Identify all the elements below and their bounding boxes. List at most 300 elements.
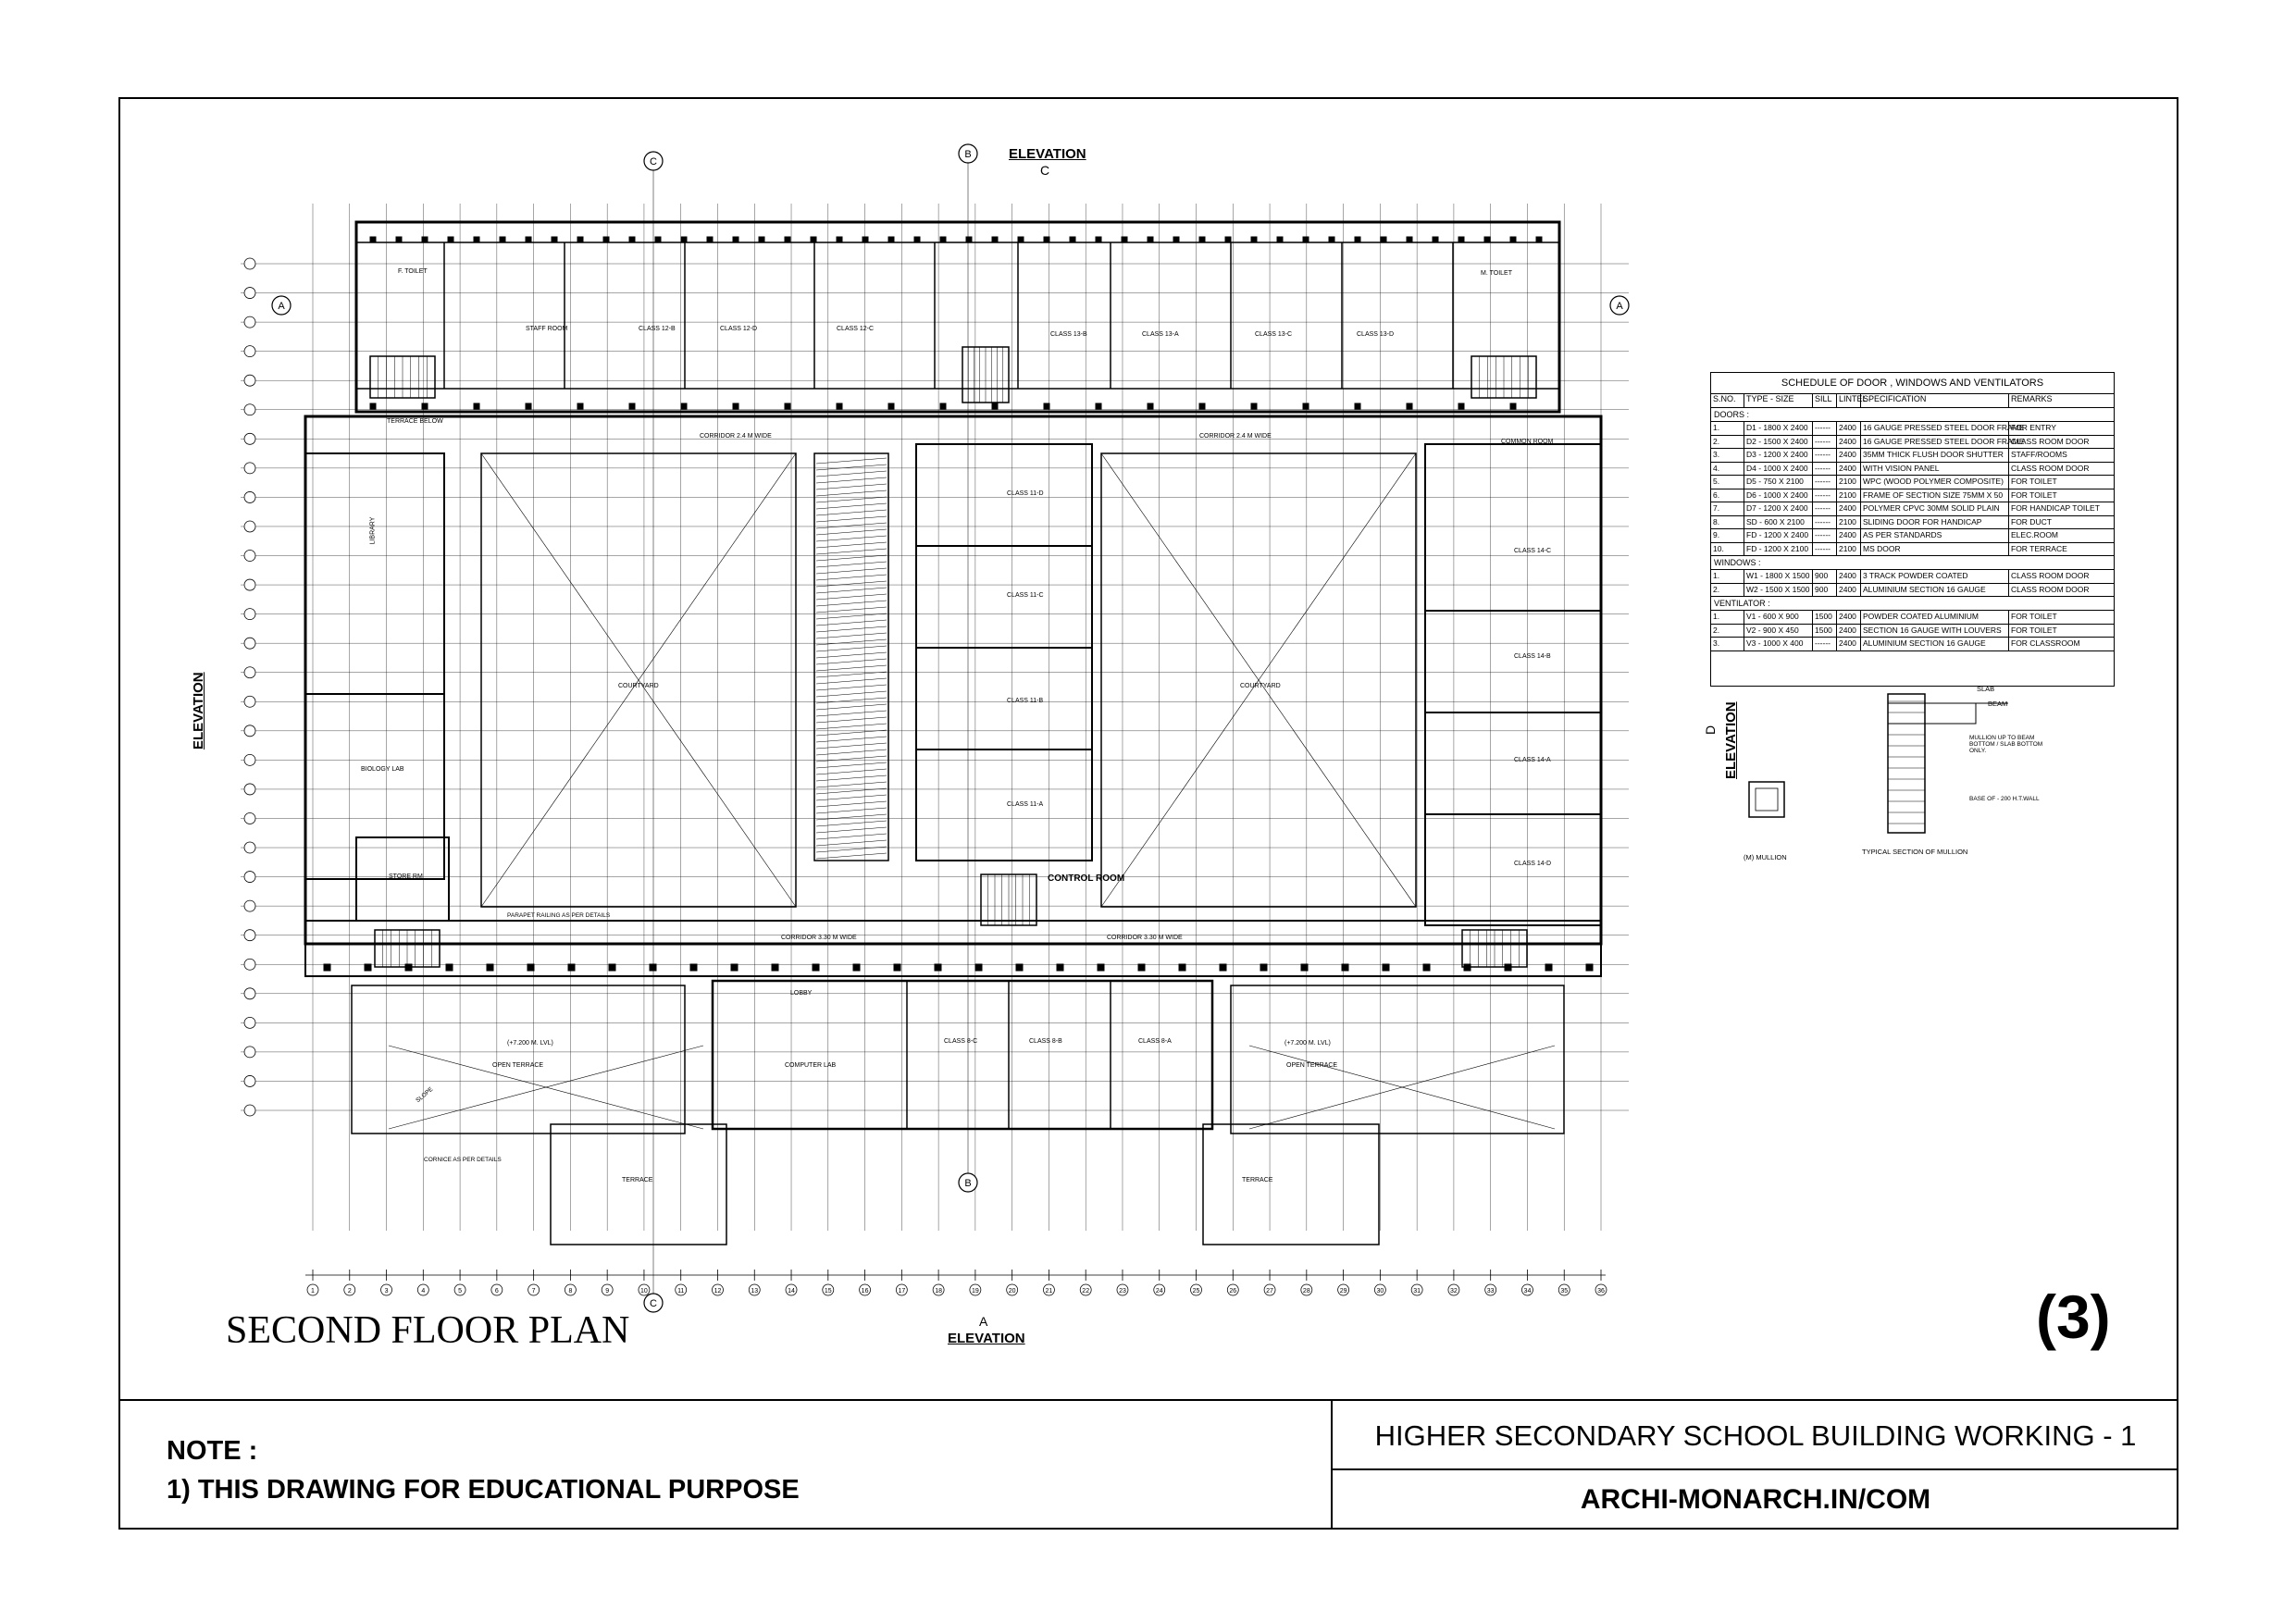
grid-bubble-left [244,696,255,707]
schedule-row [1711,476,2114,489]
column [1260,964,1267,971]
note-slope: SLOPE [415,1085,435,1105]
schedule-cell: 900 [1813,584,1837,597]
room-class-12b: CLASS 12-B [639,326,676,332]
mullion-plan [1749,782,1784,817]
column [448,237,453,242]
grid-bubble-number: 34 [1523,1288,1532,1295]
schedule-cell: W2 - 1500 X 1500 [1744,584,1813,597]
room-biology-lab: BIOLOGY LAB [361,766,404,773]
elevation-label-top: ELEVATION [1009,146,1086,162]
grid-bubble-left [244,375,255,386]
hatch-line [816,782,887,787]
hatch-line [816,795,887,800]
note-parapet: PARAPET RAILING AS PER DETAILS [507,912,611,919]
schedule-cell: FOR CLASSROOM [2011,638,2080,648]
grid-bubble-number: 20 [1008,1288,1016,1295]
column [1122,237,1127,242]
column [396,237,402,242]
room-lobby: LOBBY [790,990,813,997]
schedule-cell: V1 - 600 X 900 [1744,611,1813,624]
room-class-14b: CLASS 14-B [1514,653,1551,660]
hatch-line [816,762,887,768]
sheet-number: (3) [2036,1282,2111,1351]
column [975,964,982,971]
schedule-cell: AS PER STANDARDS [1861,529,2009,542]
column [422,403,428,409]
column [853,964,860,971]
grid-bubble-number: 15 [824,1288,832,1295]
hatch-line [816,743,887,749]
grid-bubble-number: 19 [971,1288,979,1295]
column [650,964,656,971]
room-class-8a: CLASS 8-A [1138,1038,1172,1045]
grid-bubble-left [244,346,255,357]
grid-bubble-number: 8 [568,1288,573,1295]
schedule-cell: 5. [1711,476,1744,489]
column [1536,237,1542,242]
column [992,403,998,409]
grid-bubble-number: 26 [1229,1288,1237,1295]
column [690,964,697,971]
section-marker-letter: A [278,301,285,312]
grid-bubble-number: 4 [421,1288,426,1295]
hatch-line [816,652,887,658]
section-marker-letter: B [964,1178,972,1189]
column [1458,237,1464,242]
hatch-line [816,639,887,645]
schedule-cell: 7. [1711,502,1744,515]
column [1355,403,1360,409]
grid-bubble-number: 32 [1450,1288,1458,1295]
column [759,237,764,242]
schedule-header-cell: SILL [1813,394,1837,407]
room-open-terrace-left: OPEN TERRACE [492,1062,544,1069]
grid-bubble-left [244,959,255,970]
column [324,964,330,971]
column [446,964,453,971]
column [1423,964,1430,971]
hatch-line [816,633,887,638]
column [1044,237,1049,242]
hatch-line [816,536,887,541]
column [940,237,946,242]
schedule-cell: W1 - 1800 X 1500 [1744,570,1813,583]
schedule-cell: FOR ENTRY [2011,423,2056,432]
elevation-letter-bottom: A [979,1314,988,1329]
column [1044,403,1049,409]
hatch-line [816,672,887,677]
column [733,403,738,409]
grid-bubble-number: 33 [1486,1288,1495,1295]
column [1342,964,1348,971]
schedule-ventilators [1711,611,2114,651]
column [1179,964,1185,971]
column [1484,237,1490,242]
schedule-header-cell: LINTEL [1837,394,1861,407]
schedule-cell: FD - 1200 X 2100 [1744,543,1813,556]
mullion-section-label: TYPICAL SECTION OF MULLION [1862,848,1968,856]
schedule-cell: V2 - 900 X 450 [1744,625,1813,638]
hatch-line [816,769,887,774]
hatch-line [816,821,887,826]
hatch-line [816,555,887,561]
schedule-cell: 2400 [1837,436,1861,449]
mullion-section-wall [1888,694,1925,833]
column [1433,237,1438,242]
schedule-cell: 2400 [1837,584,1861,597]
column [863,237,868,242]
column [500,237,505,242]
schedule-cell: 2400 [1837,570,1861,583]
grid-bubble-number: 9 [605,1288,610,1295]
schedule-cell: 2400 [1837,625,1861,638]
schedule-cell: D1 - 1800 X 2400 [1744,422,1813,435]
grid-bubble-number: 24 [1155,1288,1163,1295]
room-corridor-top-left: CORRIDOR 2.4 M WIDE [700,433,772,440]
hatch-line [816,801,887,807]
hatch-line [816,588,887,593]
column [1303,403,1309,409]
hatch-line [816,581,887,587]
section-marker-letter: A [1616,301,1623,312]
schedule-cell: 2. [1711,625,1744,638]
grid-bubble-left [244,754,255,765]
schedule-row [1711,516,2114,530]
room-class-8c: CLASS 8-C [944,1038,978,1045]
south-block [713,981,1212,1129]
note-line: 1) THIS DRAWING FOR EDUCATIONAL PURPOSE [167,1475,800,1505]
column [1586,964,1593,971]
hatch-line [816,814,887,820]
door-window-schedule [1710,372,2115,687]
schedule-cell: ------ [1813,449,1837,462]
grid-bubble-left [244,872,255,883]
hatch-line [816,724,887,729]
schedule-cell: ------ [1813,436,1837,449]
company-name: ARCHI-MONARCH.IN/COM [1580,1484,1931,1515]
grid-bubble-left [244,900,255,911]
schedule-cell: 2400 [1837,611,1861,624]
schedule-cell: 1500 [1813,625,1837,638]
schedule-cell: D4 - 1000 X 2400 [1744,463,1813,476]
hatch-line [816,568,887,574]
grid-bubble-left [244,638,255,649]
grid-bubble-number: 18 [935,1288,943,1295]
grid-bubble-left [244,404,255,415]
grid-bubble-number: 12 [714,1288,722,1295]
note-title: NOTE : [167,1436,258,1466]
grid-bubble-left [244,433,255,444]
hatch-line [816,698,887,703]
room-class-13a: CLASS 13-A [1142,331,1179,338]
schedule-row [1711,436,2114,450]
grid-bubble-number: 17 [898,1288,906,1295]
title-block [118,1399,2178,1530]
schedule-cell: 1. [1711,570,1744,583]
plan-title: SECOND FLOOR PLAN [226,1309,630,1352]
grid-bubble-number: 16 [861,1288,869,1295]
terrace-front-right [1203,1124,1379,1245]
grid-bubble-number: 7 [531,1288,536,1295]
grid-bubble-left [244,988,255,999]
schedule-cell: V3 - 1000 X 400 [1744,638,1813,650]
grid-bubble-number: 23 [1119,1288,1126,1295]
column [1407,237,1412,242]
schedule-cell: FOR TERRACE [2011,543,2067,553]
elevation-letter-right: D [1703,725,1718,735]
room-class-14c: CLASS 14-C [1514,548,1552,554]
column [1225,237,1231,242]
room-control-room: CONTROL ROOM [1048,873,1125,884]
grid-bubble-number: 31 [1413,1288,1421,1295]
hatch-line [816,834,887,839]
mullion-note-2: BASE OF - 200 H.T.WALL [1969,796,2040,802]
schedule-cell: FOR HANDICAP TOILET [2011,503,2100,513]
schedule-row [1711,543,2114,557]
column [1329,237,1334,242]
mullion-plan-label: (M) MULLION [1744,853,1787,861]
schedule-header-cell: REMARKS [2011,394,2053,403]
grid-bubble-number: 21 [1045,1288,1053,1295]
room-library: LIBRARY [369,516,377,545]
hatch-line [816,626,887,632]
project-title: HIGHER SECONDARY SCHOOL BUILDING WORKING - 1 [1374,1419,2137,1452]
schedule-header-cell: S.NO. [1711,394,1744,407]
schedule-cell: ------ [1813,422,1837,435]
hatch-line [816,523,887,528]
column [772,964,778,971]
room-computer-lab: COMPUTER LAB [785,1062,837,1069]
room-common-room: COMMON ROOM [1501,439,1554,445]
schedule-cell: ------ [1813,502,1837,515]
schedule-cell: ALUMINIUM SECTION 16 GAUGE [1861,584,2009,597]
column [1510,403,1516,409]
hatch-line [816,678,887,684]
grid-bubble-left [244,288,255,299]
schedule-cell: 8. [1711,516,1744,529]
schedule-cell: FD - 1200 X 2400 [1744,529,1813,542]
schedule-section-windows: WINDOWS : [1711,556,2114,570]
column [811,237,816,242]
column [966,237,972,242]
column [365,964,371,971]
hatch-line [816,601,887,606]
grid-bubble-left [244,579,255,590]
grid-bubble-left [244,1075,255,1086]
schedule-windows [1711,570,2114,597]
column [568,964,575,971]
schedule-cell: 3 TRACK POWDER COATED [1861,570,2009,583]
column [992,237,998,242]
column [733,237,738,242]
schedule-cell: 35MM THICK FLUSH DOOR SHUTTER [1861,449,2009,462]
room-staff-room: STAFF ROOM [526,326,568,332]
schedule-row [1711,570,2114,584]
terrace-right [1231,985,1564,1134]
column [837,237,842,242]
grid-bubble-left [244,491,255,502]
room-class-14d: CLASS 14-D [1514,861,1552,867]
column [1148,403,1153,409]
column [681,237,687,242]
section-marker-letter: C [650,1298,657,1309]
schedule-cell: CLASS ROOM DOOR [2011,584,2090,594]
column [888,403,894,409]
grid-bubble-number: 28 [1302,1288,1310,1295]
grid-bubble-number: 6 [494,1288,499,1295]
column [629,403,635,409]
schedule-cell: ELEC.ROOM [2011,530,2059,539]
schedule-cell: SD - 600 X 2100 [1744,516,1813,529]
grid-bubble-left [244,842,255,853]
schedule-cell: D3 - 1200 X 2400 [1744,449,1813,462]
schedule-cell: 1500 [1813,611,1837,624]
hatch-line [816,613,887,619]
room-f-toilet: F. TOILET [398,268,428,275]
column [785,403,790,409]
room-class-11d: CLASS 11-D [1007,490,1044,497]
mullion-plan-inner [1756,788,1778,811]
room-corridor-bottom-left: CORRIDOR 3.30 M WIDE [781,935,857,941]
wall-north-block [356,222,1559,412]
column [837,403,842,409]
hatch-line [816,840,887,846]
grid-bubble-number: 30 [1376,1288,1384,1295]
column [1510,237,1516,242]
schedule-cell: D5 - 750 X 2100 [1744,476,1813,489]
schedule-cell: ALUMINIUM SECTION 16 GAUGE [1861,638,2009,650]
column [370,403,376,409]
room-terrace-2: TERRACE [1242,1177,1273,1183]
column [1096,237,1101,242]
room-class-11a: CLASS 11-A [1007,801,1044,808]
column [1070,237,1075,242]
grid-bubble-left [244,1105,255,1116]
grid-bubble-number: 11 [677,1288,685,1295]
schedule-row [1711,489,2114,503]
schedule-cell: 3. [1711,638,1744,650]
grid-bubble-number: 10 [640,1288,648,1295]
grid-bubble-left [244,784,255,795]
grid-bubble-number: 13 [751,1288,759,1295]
schedule-cell: FOR TOILET [2011,477,2057,486]
room-m-toilet: M. TOILET [1481,270,1512,277]
hatch-line [816,704,887,710]
schedule-cell: POLYMER CPVC 30MM SOLID PLAIN [1861,502,2009,515]
grid-bubble-number: 5 [458,1288,463,1295]
hatch-line [816,775,887,781]
schedule-cell: 2100 [1837,476,1861,489]
column [1355,237,1360,242]
schedule-cell: FRAME OF SECTION SIZE 75MM X 50 [1861,489,2009,502]
elevation-label-left: ELEVATION [191,672,206,750]
grid-bubble-left [244,1047,255,1058]
elevation-label-right: ELEVATION [1723,701,1739,779]
elevation-label-bottom: ELEVATION [948,1331,1025,1346]
grid-bubble-number: 36 [1597,1288,1605,1295]
note-cornice: CORNICE AS PER DETAILS [424,1157,502,1163]
level-left: (+7.200 M. LVL) [507,1040,553,1047]
schedule-cell: FOR DUCT [2011,516,2052,527]
wall-main-block [305,416,1601,944]
column [1199,237,1205,242]
grid-bubble-number: 25 [1192,1288,1200,1295]
schedule-cell: ------ [1813,463,1837,476]
hatch-line [816,490,887,496]
column [474,237,479,242]
mullion-note-1: MULLION UP TO BEAM BOTTOM / SLAB BOTTOM ONLY. [1969,735,2043,754]
hatch-line [816,510,887,515]
hatch-line [816,458,887,464]
room-class-12d: CLASS 12-D [720,326,758,332]
grid-bubble-left [244,316,255,328]
column [940,403,946,409]
grid-bubble-left [244,667,255,678]
column [552,237,557,242]
schedule-cell: 2100 [1837,489,1861,502]
hatch-line [816,607,887,613]
grid-bubble-number: 22 [1082,1288,1090,1295]
column [681,403,687,409]
schedule-header-cell: SPECIFICATION [1861,394,2009,407]
schedule-section-doors: DOORS : [1711,408,2114,422]
schedule-cell: POWDER COATED ALUMINIUM [1861,611,2009,624]
hatch-line [816,646,887,651]
hatch-line [816,737,887,742]
hatch-line [816,756,887,762]
column [1458,403,1464,409]
class-spine [916,444,1092,861]
schedule-cell: 16 GAUGE PRESSED STEEL DOOR FRAME [1861,422,2009,435]
mullion-beam-label: BEAM [1988,700,2008,708]
schedule-cell: ------ [1813,529,1837,542]
column [707,237,713,242]
column [474,403,479,409]
grid-bubble-number: 29 [1339,1288,1347,1295]
schedule-row [1711,463,2114,477]
column [1138,964,1145,971]
schedule-cell: ------ [1813,489,1837,502]
hatch-line [816,529,887,535]
column [1173,237,1179,242]
grid-bubble-left [244,930,255,941]
schedule-cell: D7 - 1200 X 2400 [1744,502,1813,515]
schedule-cell: ------ [1813,638,1837,650]
hatch-line [816,562,887,567]
grid-bubble-left [244,725,255,737]
column [1301,964,1308,971]
hatch-line [816,717,887,723]
column [914,237,920,242]
schedule-cell: 4. [1711,463,1744,476]
column [1251,403,1257,409]
grid-bubble-left [244,463,255,474]
hatch-line [816,484,887,489]
hatch-line [816,471,887,477]
hatch-line [816,516,887,522]
schedule-cell: CLASS ROOM DOOR [2011,436,2090,446]
schedule-cell: SECTION 16 GAUGE WITH LOUVERS [1861,625,2009,638]
corridor-band [305,921,1601,976]
schedule-cell: FOR TOILET [2011,625,2057,635]
hatch-line [816,542,887,548]
schedule-cell: 9. [1711,529,1744,542]
hatch-line [816,711,887,716]
room-courtyard-right: COURTYARD [1240,683,1281,689]
column [1148,237,1153,242]
schedule-row [1711,449,2114,463]
